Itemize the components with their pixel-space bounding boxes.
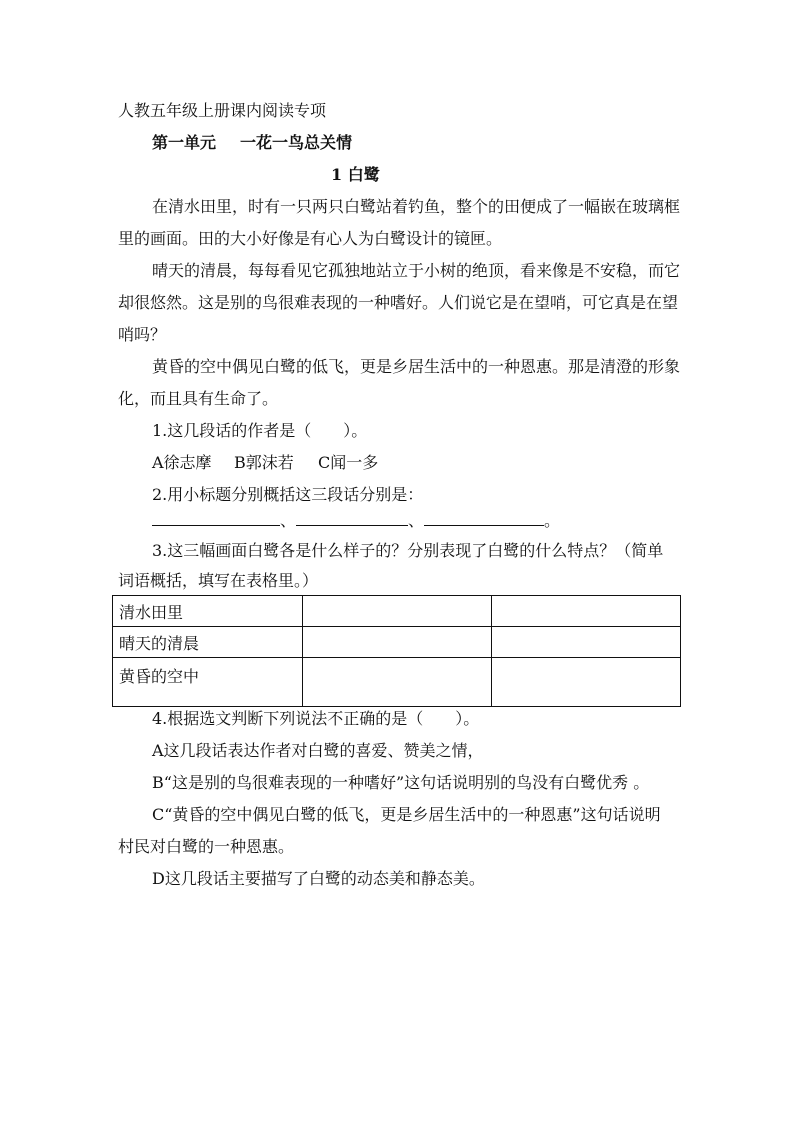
q2-sep-1: 、 <box>280 511 297 530</box>
q1-stem: 1.这几段话的作者是（ ）。 <box>152 421 368 440</box>
table-answer-cell[interactable] <box>491 658 680 707</box>
q3-answer-table <box>112 595 681 707</box>
table-row <box>113 658 681 707</box>
q4-option-b[interactable]: B“这是别的鸟很难表现的一种嗜好”这句话说明别的鸟没有白鹭优秀 。 <box>152 773 650 792</box>
q2-answer-line <box>152 511 560 531</box>
q4-option-d[interactable]: D这几段话主要描写了白鹭的动态美和静态美。 <box>152 869 485 888</box>
q2-stem: 2.用小标题分别概括这三段话分别是： <box>152 485 424 504</box>
unit-theme: 一花一鸟总关情 <box>240 133 353 152</box>
unit-label: 第一单元 <box>152 133 217 152</box>
q4-option-c-line2[interactable]: 村民对白鹭的一种恩惠。 <box>118 837 295 856</box>
q4-option-a[interactable]: A这几段话表达作者对白鹭的喜爱、赞美之情， <box>152 741 484 760</box>
q2-end: 。 <box>544 511 561 530</box>
q2-blank-1[interactable] <box>152 511 280 526</box>
table-answer-cell[interactable] <box>303 658 491 707</box>
q1-option-c[interactable]: C闻一多 <box>318 453 379 472</box>
passage-p3-line2: 化，而且具有生命了。 <box>118 389 279 408</box>
series-title: 人教五年级上册课内阅读专项 <box>118 101 327 120</box>
q3-stem-line1: 3.这三幅画面白鹭各是什么样子的？分别表现了白鹭的什么特点？（简单 <box>152 541 664 560</box>
table-row-label: 晴天的清晨 <box>113 627 303 658</box>
q4-stem: 4.根据选文判断下列说法不正确的是（ ）。 <box>152 709 480 728</box>
table-row <box>113 627 681 658</box>
q1-options <box>152 453 378 473</box>
q4-option-c-line1[interactable]: C“黄昏的空中偶见白鹭的低飞，更是乡居生活中的一种恩惠”这句话说明 <box>152 805 661 824</box>
table-answer-cell[interactable] <box>303 627 491 658</box>
passage-p1-line1: 在清水田里，时有一只两只白鹭站着钓鱼，整个的田便成了一幅嵌在玻璃框 <box>152 197 681 216</box>
q1-option-a[interactable]: A徐志摩 <box>152 453 212 472</box>
q3-stem-line2: 词语概括，填写在表格里。） <box>118 571 319 590</box>
passage-p1-line2: 里的画面。田的大小好像是有心人为白鹭设计的镜匣。 <box>118 229 503 248</box>
table-answer-cell[interactable] <box>491 627 680 658</box>
q2-sep-2: 、 <box>408 511 425 530</box>
q2-blank-2[interactable] <box>296 511 408 526</box>
passage-p2-line1: 晴天的清晨，每每看见它孤独地站立于小树的绝顶，看来像是不安稳，而它 <box>152 261 681 280</box>
passage-p3-line1: 黄昏的空中偶见白鹭的低飞，更是乡居生活中的一种恩惠。那是清澄的形象 <box>152 357 681 376</box>
table-answer-cell[interactable] <box>491 596 680 627</box>
passage-p2-line3: 哨吗？ <box>118 325 167 344</box>
table-row-label: 黄昏的空中 <box>113 658 303 707</box>
q2-blank-3[interactable] <box>424 511 544 526</box>
table-row-label: 清水田里 <box>113 596 303 627</box>
table-row <box>113 596 681 627</box>
q1-option-b[interactable]: B郭沫若 <box>234 453 294 472</box>
passage-p2-line2: 却很悠然。这是别的鸟很难表现的一种嗜好。人们说它是在望哨，可它真是在望 <box>118 293 679 312</box>
lesson-title: 1 白鹭 <box>331 165 380 184</box>
table-answer-cell[interactable] <box>303 596 491 627</box>
